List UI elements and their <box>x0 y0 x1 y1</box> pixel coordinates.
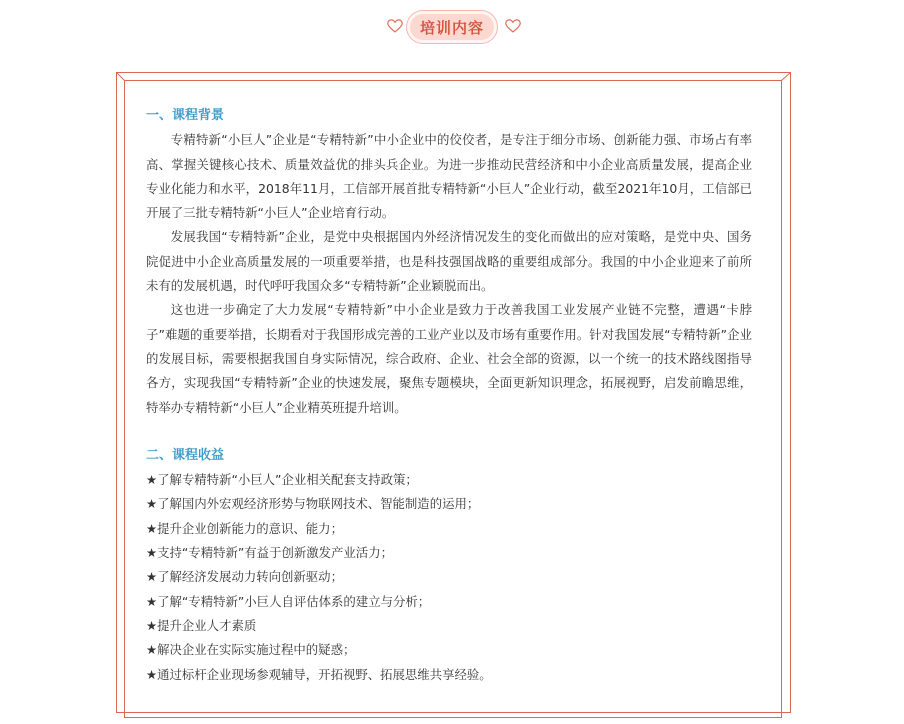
list-item: ★通过标杆企业现场参观辅导，开拓视野、拓展思维共享经验。 <box>146 666 492 682</box>
spacer <box>146 420 752 444</box>
list-item: ★了解国内外宏观经济形势与物联网技术、智能制造的运用； <box>146 496 480 512</box>
heart-outline-icon <box>386 17 404 35</box>
paragraph: 这也进一步确定了大力发展“专精特新”中小企业是致力于改善我国工业发展产业链不完整，遭遇“卡脖子”难题的重要举措，长期看对于我国形成完善的工业产业以及市场有重要作用。针对我国发展“专精特新”企业的发展目标，需要根据我国自身实际情况，综合政府、企业、社会全部的资源，以一个统一的技术路线图指导各方，实现我国“专精特新”企业的快速发展，聚焦专题模块，全面更新知识理念，拓展视野，启发前瞻思维，特举办专精特新“小巨人”企业精英班提升培训。 <box>146 302 752 415</box>
title-badge <box>406 10 498 44</box>
paragraph: 专精特新“小巨人”企业是“专精特新”中小企业中的佼佼者，是专注于细分市场、创新能力强、市场占有率高、掌握关键核心技术、质量效益优的排头兵企业。为进一步推动民营经济和中小企业高质量发展，提高企业专业化能力和水平，2018年11月，工信部开展首批专精特新“小巨人”企业行动，截至2021年10月，工信部已开展了三批专精特新“小巨人”企业培育行动。 <box>146 132 752 221</box>
list-item: ★支持“专精特新”有益于创新激发产业活力； <box>146 545 393 561</box>
list-item: ★了解专精特新“小巨人”企业相关配套支持政策； <box>146 472 418 488</box>
paragraph: 发展我国“专精特新”企业，是党中央根据国内外经济情况发生的变化而做出的应对策略，是党中央、国务院促进中小企业高质量发展的一项重要举措，也是科技强国战略的重要组成部分。我国的中小企业迎来了前所未有的发展机遇，时代呼吁我国众多“专精特新”企业颖脱而出。 <box>146 229 752 294</box>
heart-outline-icon <box>504 17 522 35</box>
article-body <box>146 104 752 687</box>
list-item: ★了解经济发展动力转向创新驱动； <box>146 569 343 585</box>
list-item: ★解决企业在实际实施过程中的疑惑； <box>146 642 356 658</box>
section-title-benefits: 二、课程收益 <box>146 447 225 463</box>
list-item: ★提升企业人才素质 <box>146 617 257 633</box>
list-item: ★了解“专精特新”小巨人自评估体系的建立与分析； <box>146 593 431 609</box>
benefits-list <box>146 468 752 687</box>
section-header <box>0 9 904 47</box>
page-title: 培训内容 <box>410 14 494 40</box>
list-item: ★提升企业创新能力的意识、能力； <box>146 520 343 536</box>
section-title-background: 一、课程背景 <box>146 108 225 123</box>
